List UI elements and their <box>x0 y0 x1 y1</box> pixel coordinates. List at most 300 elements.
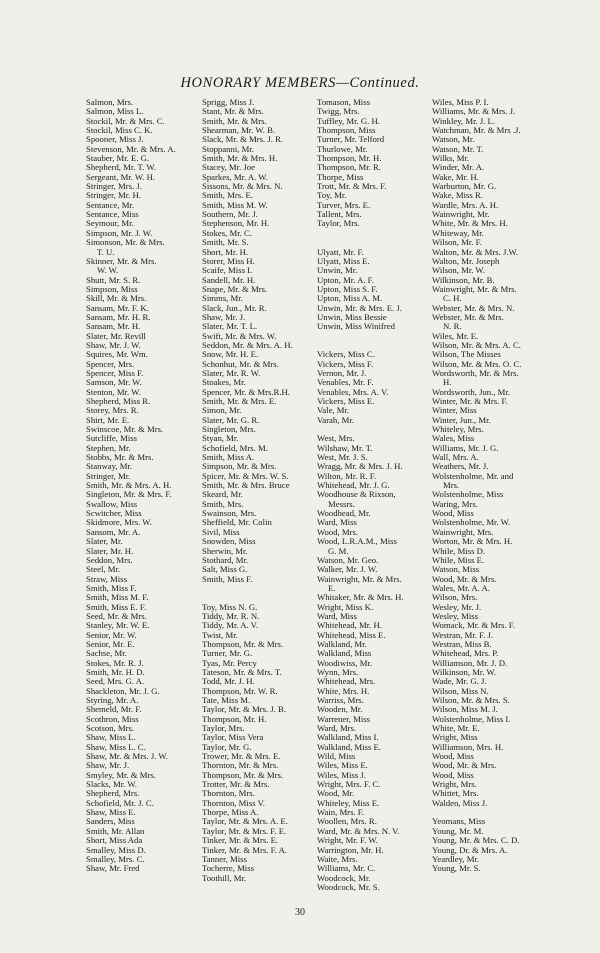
member-entry: Watchman, Mr. & Mrs .J. <box>432 125 521 136</box>
member-entry: Simms, Mr. <box>202 293 243 304</box>
member-entry: Wain, Mrs. F. <box>317 807 365 818</box>
member-entry: Storey, Mrs. R. <box>86 405 139 416</box>
member-entry: Shepherd, Mrs. <box>86 788 140 799</box>
member-entry: Sentance, Miss <box>86 209 139 220</box>
member-entry: Thornton, Mrs. <box>202 788 255 799</box>
member-entry: Walton, Mr. Joseph <box>432 255 500 266</box>
member-entry: Shirt, Mr. E. <box>86 414 130 425</box>
member-entry: Singleton, Mr. & Mrs. F. <box>86 489 172 500</box>
member-entry: Smith, Mr. & Mrs. H. <box>202 153 278 164</box>
member-entry: Venables, Mr. F. <box>317 377 374 388</box>
member-entry: Swainson, Mrs. <box>202 508 257 519</box>
member-entry: Sissons, Mr. & Mrs. N. <box>202 181 283 192</box>
member-entry: Sivil, Miss <box>202 526 240 537</box>
member-entry: Walton, Mr. & Mrs. J.W. <box>432 246 519 257</box>
member-entry: Smith, Mr. S. <box>202 237 249 248</box>
member-entry: Skill, Mr. & Mrs. <box>86 293 147 304</box>
member-entry-continuation: N. R. <box>443 321 462 332</box>
member-entry: Stobbs, Mr. & Mrs. <box>86 452 154 463</box>
member-entry: Spencer, Miss F. <box>86 367 144 378</box>
member-entry: Waite, Mrs. <box>317 853 358 864</box>
member-entry: Weathers, Mr. J. <box>432 461 489 472</box>
member-entry: Whitaker, Mr. & Mrs. H. <box>317 592 404 603</box>
member-entry: White, Mrs. H. <box>317 685 370 696</box>
member-entry: Toothill, Mr. <box>202 872 247 883</box>
member-entry: Southern, Mr. J. <box>202 209 258 220</box>
member-entry: Watson, Mr. <box>432 134 475 145</box>
member-entry: Wragg, Mr. & Mrs. J. H. <box>317 461 403 472</box>
member-entry: Vickers, Miss F. <box>317 358 374 369</box>
member-entry: Venables, Mrs. A. V. <box>317 386 389 397</box>
member-entry: Straw, Miss <box>86 573 127 584</box>
member-entry: Samson, Mr. W. <box>86 377 142 388</box>
member-entry: Wilson, Miss M. J. <box>432 704 498 715</box>
member-entry: Wilkinson, Mr. B. <box>432 274 495 285</box>
member-entry: Wilson, Mr. & Mrs. S. <box>432 695 510 705</box>
member-entry: Wooden, Mr. <box>317 704 363 715</box>
member-entry: Warrington, Mr. H. <box>317 844 384 855</box>
member-entry: Stant, Mr. & Mrs. <box>202 106 264 117</box>
member-entry: Slack, Jun., Mr. R. <box>202 302 267 313</box>
member-entry: Yeardley, Mr. <box>432 853 480 864</box>
member-entry: White, Mr. E. <box>432 723 480 734</box>
member-entry: Waring, Mrs. <box>432 498 478 509</box>
member-entry: Trower, Mr. & Mrs. E. <box>202 751 281 762</box>
member-entry: Stockil, Miss C. K. <box>86 125 153 136</box>
member-entry: Skeard, Mr. <box>202 489 243 500</box>
member-entry: Warburton, Mr. G. <box>432 181 497 192</box>
member-entry: Wake, Mr. H. <box>432 171 479 182</box>
member-entry: Sanders, Miss <box>86 816 135 827</box>
member-entry: Toy, Mr. <box>317 190 347 201</box>
member-entry: Storer, Miss H. <box>202 255 255 266</box>
member-entry: Williams, Mr. & Mrs. J. <box>432 106 516 117</box>
member-entry: Tiddy, Mr. A. V. <box>202 620 259 631</box>
member-entry: Wade, Mr. G. J. <box>432 676 487 687</box>
member-entry: Young, Dr. & Mrs. A. <box>432 844 508 855</box>
member-entry: Thorpe, Miss <box>317 171 364 182</box>
member-entry: Shaw, Mr. J. W. <box>86 339 141 350</box>
member-entry: Thornton, Miss V. <box>202 797 265 808</box>
member-entry: While, Miss D. <box>432 545 486 556</box>
member-entry-continuation: G. M. <box>328 545 349 556</box>
member-entry: Ulyatt, Miss E. <box>317 255 370 266</box>
member-entry: Sachse, Mr. <box>86 648 127 659</box>
member-entry: Womack, Mr. & Mrs. F. <box>432 620 516 631</box>
member-entry: Taylor, Mrs. <box>317 218 360 229</box>
member-entry: Thorpe, Miss A. <box>202 807 259 818</box>
member-entry: Turver, Mrs. E. <box>317 199 371 210</box>
member-entry: Wiles, Miss J. <box>317 769 366 780</box>
member-entry: Wardle, Mrs. A. H. <box>432 199 499 210</box>
member-entry: Wright, Miss <box>432 732 478 743</box>
member-entry: Smith, Mr. Allan <box>86 825 145 836</box>
member-entry: Wolstenholme, Mr. and <box>432 470 514 481</box>
page-number: 30 <box>295 907 305 918</box>
member-entry: Stevenson, Mr. & Mrs. A. <box>86 143 176 154</box>
member-entry: Walkland, Miss E. <box>317 741 381 752</box>
member-entry: Ward, Mr. & Mrs. N. V. <box>317 825 400 836</box>
member-entry: Senior, Mr. W. <box>86 629 137 640</box>
member-entry: Scotson, Mrs. <box>86 723 135 734</box>
member-entry: Wolstenholme, Miss <box>432 489 504 500</box>
member-entry: Twist, Mr. <box>202 629 238 640</box>
member-entry: Taylor, Mr. & Mrs. A. E. <box>202 816 288 827</box>
member-entry: Smith, Miss E. F. <box>86 601 147 612</box>
member-entry: Shaw, Mr. Fred <box>86 863 140 874</box>
member-entry: Taylor, Mrs. <box>202 723 245 734</box>
member-entry: Wordsworth, Jun., Mr. <box>432 386 510 397</box>
member-entry: Shaw, Mr. J. <box>86 760 130 771</box>
member-entry: Wales, Mr. A. A. <box>432 582 490 593</box>
member-entry: Turner, Mr. G. <box>202 648 253 659</box>
member-entry: Wesley, Mr. J. <box>432 601 482 612</box>
member-entry: Smith, Mrs. <box>202 498 244 509</box>
member-entry-continuation: Messrs. <box>328 498 355 509</box>
member-entry: Whitehead, Mr. J. G. <box>317 480 390 491</box>
member-entry: Slater, Mr. <box>86 536 123 547</box>
member-entry: Slater, Mr. G. R. <box>202 414 260 425</box>
member-entry: Smalley, Miss D. <box>86 844 146 855</box>
member-column-1 <box>86 98 176 874</box>
member-entry: Watson, Mr. Geo. <box>317 554 379 565</box>
member-entry: Upton, Miss A. M. <box>317 293 383 304</box>
member-column-2 <box>202 98 293 883</box>
member-entry: Slater, Mr. R. W. <box>202 367 261 378</box>
member-entry: Walkland, Miss I. <box>317 732 379 743</box>
member-entry: Seed, Mr. & Mrs. <box>86 610 147 621</box>
member-entry: Whitehead, Mrs. P. <box>432 648 499 659</box>
member-entry: Worton, Mr. & Mrs. H. <box>432 536 513 547</box>
member-entry: Stephen, Mr. <box>86 442 131 453</box>
member-entry: Wood, Mr. <box>317 788 355 799</box>
member-entry: Shepherd, Miss R. <box>86 396 151 406</box>
member-entry: Young, Mr. M. <box>432 825 484 836</box>
member-entry: Wright, Mrs. <box>432 779 477 790</box>
member-entry: Vale, Mr. <box>317 405 350 416</box>
member-entry: Thurlowe, Mr. <box>317 143 368 154</box>
member-entry: Sansam, Mr. H. R. <box>86 311 151 322</box>
member-entry: Simon, Mr. <box>202 405 242 416</box>
member-entry: Tocherre, Miss <box>202 863 254 874</box>
member-entry: Woollen, Mrs. R. <box>317 816 377 827</box>
member-entry: Stringer, Mrs. J. <box>86 181 142 192</box>
member-entry: Shaw, Mr. J. <box>202 311 246 322</box>
member-entry: Tomason, Miss <box>317 97 370 107</box>
member-entry: Wiles, Miss P. I. <box>432 97 489 107</box>
member-entry: Williams, Mr. J. G. <box>432 442 499 453</box>
member-entry: Stanway, Mr. <box>86 461 133 472</box>
member-entry: Stokes, Mr. R. J. <box>86 657 144 668</box>
member-entry: Warriss, Mrs. <box>317 695 364 705</box>
member-entry: Schonhut, Mr. & Mrs. <box>202 358 279 369</box>
member-entry: Styring, Mr. A. <box>86 695 139 705</box>
member-entry: Spencer, Mr. & Mrs.R.H. <box>202 386 290 397</box>
member-entry: Unwin, Mr. <box>317 265 358 276</box>
member-entry: Simpson, Miss <box>86 283 138 294</box>
member-entry: While, Miss E. <box>432 554 485 565</box>
member-entry: Whitehead, Mr. H. <box>317 620 382 631</box>
member-entry: Tanner, Miss <box>202 853 247 864</box>
member-entry: Woodcock, Mr. <box>317 872 371 883</box>
blank-line <box>317 229 404 238</box>
member-entry: Stockil, Mr. & Mrs. C. <box>86 115 165 126</box>
member-entry: Wilson, The Misses <box>432 349 501 360</box>
member-entry: Squires, Mr. Wm. <box>86 349 148 360</box>
member-entry: Stacey, Mr. Joe <box>202 162 255 173</box>
member-entry: Sansam, Mr. H. <box>86 321 141 332</box>
blank-line <box>317 332 404 341</box>
member-entry: Skidmore, Mrs. W. <box>86 517 152 528</box>
member-entry: Watson, Miss <box>432 564 480 575</box>
member-entry: Slater, Mr. H. <box>86 545 134 556</box>
member-entry: Young, Mr. & Mrs. C. D. <box>432 835 520 846</box>
member-entry: Smith, Miss A. <box>202 452 255 463</box>
member-entry: Seymour, Mr. <box>86 218 134 229</box>
member-entry: Slacks, Mr. W. <box>86 779 137 790</box>
member-entry: Wales, Miss <box>432 433 475 444</box>
member-entry: Shaw, Miss L. <box>86 732 136 743</box>
member-entry: Smith, Mr. & Mrs. Bruce <box>202 480 290 491</box>
member-entry: Tuffley, Mr. G. H. <box>317 115 380 126</box>
member-entry: Tallent, Mrs. <box>317 209 362 220</box>
member-entry: Wood, L.R.A.M., Miss <box>317 536 397 547</box>
member-entry: Tateson, Mr. & Mrs. T. <box>202 666 282 677</box>
member-entry: Wilson, Mr. & Mrs. A. C. <box>432 339 521 350</box>
member-entry: Thompson, Mr. H. <box>202 713 267 724</box>
member-entry: Sansam, Mr. F. K. <box>86 302 149 313</box>
member-entry: Thompson, Mr. H. <box>317 153 382 164</box>
member-entry: Scothron, Miss <box>86 713 139 724</box>
member-entry: Wolstenholme, Miss I. <box>432 713 511 724</box>
member-entry: White, Mr. & Mrs. H. <box>432 218 508 229</box>
member-entry: Wood, Mr. & Mrs. <box>432 573 497 584</box>
member-entry: Seddon, Mr. & Mrs. A. H. <box>202 339 293 350</box>
member-entry: Wilkinson, Mr. W. <box>432 666 497 677</box>
member-entry: Unwin, Mr. & Mrs. E. J. <box>317 302 402 313</box>
member-entry: Schofield, Mr. J. C. <box>86 797 154 808</box>
member-entry: Shaw, Miss L. C. <box>86 741 146 752</box>
member-entry: Vernon, Mr. J. <box>317 367 367 378</box>
member-entry: Wolstenholme, Mr. W. <box>432 517 511 528</box>
member-entry: Sentance, Mr. <box>86 199 135 210</box>
member-entry: Sergeant, Mr. W. H. <box>86 171 156 182</box>
member-entry: Swift, Mr. & Mrs. W. <box>202 330 277 341</box>
member-entry: Sheffield, Mr. Colin <box>202 517 272 528</box>
member-entry: Sutcliffe, Miss <box>86 433 138 444</box>
member-entry: Snowden, Miss <box>202 536 256 547</box>
member-entry: Smith, Mr. H. D. <box>86 666 145 677</box>
member-entry: Tate, Miss M. <box>202 695 251 705</box>
member-entry: Smith, Miss M. W. <box>202 199 268 210</box>
member-entry: Tiddy, Mr. R. N. <box>202 610 260 621</box>
member-entry: Skinner, Mr. & Mrs. <box>86 255 157 266</box>
member-entry: Wiles, Miss E. <box>317 760 368 771</box>
member-column-3 <box>317 98 404 892</box>
member-entry: Slack, Mr. & Mrs. J. R. <box>202 134 284 145</box>
member-entry: Wilson, Mr. F. <box>432 237 482 248</box>
member-entry: Salt, Miss G. <box>202 564 248 575</box>
blank-line <box>202 584 293 593</box>
member-entry: Whittet, Mrs. <box>432 788 479 799</box>
member-entry-continuation: H. <box>443 377 452 388</box>
member-entry: Spicer, Mr. & Mrs. W. S. <box>202 470 289 481</box>
member-entry: Swallow, Miss <box>86 498 138 509</box>
member-entry: Vickers, Miss E. <box>317 396 375 406</box>
member-entry: Smith, Mr. & Mrs. A. H. <box>86 480 172 491</box>
member-entry: Wilson, Mr. & Mrs. O. C. <box>432 358 522 369</box>
member-entry: Smith, Miss F. <box>86 582 137 593</box>
member-entry: Senior, Mr. E. <box>86 638 135 649</box>
member-entry: Winder, Mr. A. <box>432 162 485 173</box>
member-entry: Shemeld, Mr. F. <box>86 704 142 715</box>
member-entry: Shackleton, Mr. J. G. <box>86 685 160 696</box>
member-entry: Varah, Mr. <box>317 414 354 425</box>
member-entry: Watson, Mr. T. <box>432 143 484 154</box>
member-entry: Taylor, Mr. & Mrs. J. B. <box>202 704 286 715</box>
member-entry: Unwin, Miss Winifred <box>317 321 395 332</box>
member-entry: Thompson, Mr. R. <box>317 162 381 173</box>
member-entry: Short, Miss Ada <box>86 835 143 846</box>
member-entry: Ward, Miss <box>317 610 357 621</box>
member-entry: Wynn, Mrs. <box>317 666 359 677</box>
member-entry: Whiteley, Mrs. <box>432 424 484 435</box>
member-entry: Smalley, Mrs. C. <box>86 853 145 864</box>
member-entry: Williamson, Mr. J. D. <box>432 657 508 668</box>
member-entry: Sandell, Mr. H. <box>202 274 256 285</box>
member-entry: Shaw, Mr. & Mrs. J. W. <box>86 751 168 762</box>
member-entry: Woodiwiss, Mr. <box>317 657 373 668</box>
member-entry: Woodhead, Mr. <box>317 508 371 519</box>
member-entry-continuation: Mrs. <box>443 480 460 491</box>
member-entry: Turner, Mr. Telford <box>317 134 385 145</box>
member-entry: Whiteway, Mr. <box>432 227 484 238</box>
member-entry: Stenton, Mr. W. <box>86 386 141 397</box>
member-entry: Smyley, Mr. & Mrs. <box>86 769 156 780</box>
member-entry: Smith, Mrs. E. <box>202 190 253 201</box>
member-entry: Woodcock, Mr. S. <box>317 881 380 892</box>
member-entry: Stokes, Mr. C. <box>202 227 252 238</box>
member-entry: Stanley, Mr. W. E. <box>86 620 150 631</box>
member-entry: Thompson, Miss <box>317 125 376 136</box>
member-entry: Simonson, Mr. & Mrs. <box>86 237 165 248</box>
member-entry: Winter, Mr. & Mrs. F. <box>432 396 508 406</box>
member-entry: Walkland, Miss <box>317 648 372 659</box>
member-entry-continuation: T. U. <box>97 246 115 257</box>
member-entry: Wright, Mr. F. W. <box>317 835 378 846</box>
member-entry: Trott, Mr. & Mrs. F. <box>317 181 387 192</box>
member-entry-continuation: E. <box>328 582 336 593</box>
member-entry: Spencer, Mrs. <box>86 358 135 369</box>
member-entry: Tinker, Mr. & Mrs. E. <box>202 835 279 846</box>
member-entry: Taylor, Mr. G. <box>202 741 252 752</box>
member-entry: Shaw, Miss E. <box>86 807 136 818</box>
member-entry: Steel, Mr. <box>86 564 121 575</box>
member-entry: Wood, Mr. & Mrs. <box>432 760 497 771</box>
member-entry: Slater, Mr. Revill <box>86 330 146 341</box>
member-entry: Upton, Miss S. F. <box>317 283 378 294</box>
member-entry: Walkland, Mr. <box>317 638 367 649</box>
member-entry: Thompson, Mr. & Mrs. <box>202 769 284 780</box>
member-entry: Toy, Miss N. G. <box>202 601 258 612</box>
member-entry: Swinscoe, Mr. & Mrs. <box>86 424 164 435</box>
member-entry: Ward, Mrs. <box>317 723 357 734</box>
member-entry: Sparkes, Mr. A. W. <box>202 171 268 182</box>
member-entry: Wood, Miss <box>432 751 474 762</box>
member-entry: Stoppanni, Mr. <box>202 143 254 154</box>
member-entry: Wild, Miss <box>317 751 356 762</box>
member-entry: Wake, Miss R. <box>432 190 483 201</box>
member-entry-continuation: C. H. <box>443 293 462 304</box>
member-entry: Upton, Mr. A. F. <box>317 274 374 285</box>
member-entry: West, Mr. J. S. <box>317 452 368 463</box>
member-entry: Singleton, Mrs. <box>202 424 256 435</box>
member-entry: Winkley, Mr. J. L. <box>432 115 496 126</box>
member-entry: Thompson, Mr. & Mrs. <box>202 638 284 649</box>
member-entry: Wright, Miss K. <box>317 601 374 612</box>
member-entry: Seddon, Mrs. <box>86 554 133 565</box>
member-entry: Wainwright, Mrs. <box>432 526 494 537</box>
member-entry: Salmon, Mrs. <box>86 97 134 107</box>
member-entry: Tinker, Mr. & Mrs. F. A. <box>202 844 288 855</box>
member-entry: Schofield, Mrs. M. <box>202 442 268 453</box>
member-entry: Woodhouse & Rixson, <box>317 489 396 500</box>
member-entry: Stoakes, Mr. <box>202 377 246 388</box>
member-entry: Wordsworth, Mr. & Mrs. <box>432 367 519 378</box>
member-entry: Westran, Mr. F. J. <box>432 629 494 640</box>
member-entry: Shepherd, Mr. T. W. <box>86 162 156 173</box>
member-entry: Sprigg, Miss J. <box>202 97 255 107</box>
member-entry: Wilson, Miss N. <box>432 685 489 696</box>
member-entry: Scwitcher, Miss <box>86 508 142 519</box>
member-entry: Wood, Miss <box>432 508 474 519</box>
member-entry: Winter, Jun., Mr. <box>432 414 491 425</box>
member-entry: Wilton, Mr. R. F. <box>317 470 377 481</box>
member-entry: Todd, Mr. J. H. <box>202 676 255 687</box>
member-entry: Thornton, Mr. & Mrs. <box>202 760 279 771</box>
member-entry: Webster, Mr. & Mrs. <box>432 311 504 322</box>
member-entry: Smith, Miss M. F. <box>86 592 149 603</box>
member-entry: Warrener, Miss <box>317 713 370 724</box>
member-entry: Smith, Mr. & Mrs. <box>202 115 267 126</box>
member-entry: Webster, Mr. & Mrs. N. <box>432 302 515 313</box>
member-entry: Ulyatt, Mr. F. <box>317 246 364 257</box>
member-entry: Wainwright, Mr. <box>432 209 490 220</box>
member-entry: Williams, Mr. C. <box>317 863 376 874</box>
member-entry: Wilks, Mr. <box>432 153 470 164</box>
member-entry: Wright, Mrs. F. C. <box>317 779 381 790</box>
member-entry: Whitehead, Mrs. <box>317 676 376 687</box>
member-entry: Wiles, Mr. E. <box>432 330 479 341</box>
member-entry: Smith, Mr. & Mrs. E. <box>202 396 277 406</box>
member-entry: Williamson, Mrs. H. <box>432 741 504 752</box>
member-entry: Snow, Mr. H. E. <box>202 349 259 360</box>
member-entry: Winter, Miss <box>432 405 477 416</box>
member-entry: Wainwright, Mr. & Mrs. <box>317 573 402 584</box>
member-entry: Wall, Mrs. A. <box>432 452 479 463</box>
member-entry: Short, Mr. H. <box>202 246 249 257</box>
member-entry: Thompson, Mr. W. R. <box>202 685 278 696</box>
member-entry: Simpson, Mr. J. W. <box>86 227 153 238</box>
member-entry: Shutt, Mr. S. R. <box>86 274 141 285</box>
member-entry: Whitehead, Miss E. <box>317 629 386 640</box>
member-entry: Scaife, Miss I. <box>202 265 253 276</box>
member-entry: Walden, Miss J. <box>432 797 488 808</box>
member-entry: Taylor, Miss Vera <box>202 732 264 743</box>
member-entry: Wainwright, Mr. & Mrs. <box>432 283 517 294</box>
member-entry: Smith, Miss F. <box>202 573 253 584</box>
member-entry: Vickers, Miss C. <box>317 349 375 360</box>
